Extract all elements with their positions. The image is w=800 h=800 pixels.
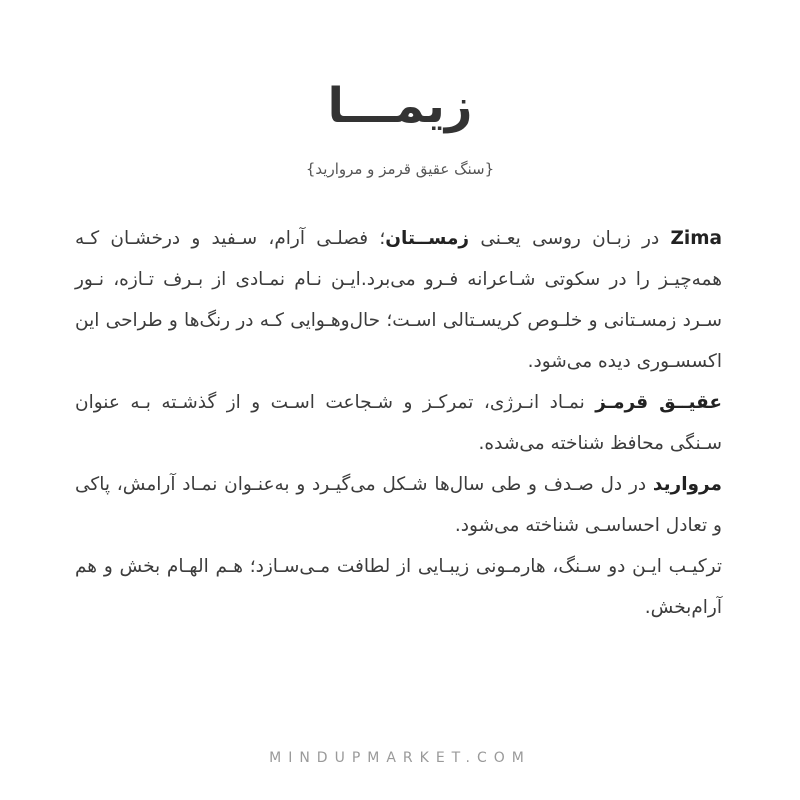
paragraph-zima-text-a: در زبـان روسی یعـنی [469, 228, 671, 249]
bold-word-pearl: مروارید [652, 474, 722, 495]
paragraph-carnelian-text: نمـاد انـرژی، تمرکـز و شـجاعت اسـت و از گذشـته بـه عنوان سـنگی محافظ شناخته می‌شده. [75, 392, 722, 454]
bold-word-winter: زمســتان [385, 228, 470, 249]
paragraph-zima-text-b: ؛ فصلـی آرام، سـفید و درخشـان کـه همه‌چیـز را در سکوتی شـاعرانه فـرو می‌برد.ایـن نـام نمـادی از بـرف تـازه، نـور سـرد زمسـتانی و خلـوص کریسـتالی اسـت؛ حال‌وهـوایی کـه در رنگ‌ها و طراحی این اکسسـوری دیده می‌شود. [75, 228, 722, 372]
paragraph-combination [75, 546, 722, 628]
page-subtitle: {سنگ عقیق قرمز و مروارید} [305, 160, 495, 178]
paragraph-pearl [75, 464, 722, 546]
bold-word-carnelian: عقیــق قرمـز [595, 392, 722, 413]
paragraph-pearl-text: در دل صـدف و طی سال‌ها شـکل می‌گیـرد و به‌عنـوان نمـاد آرامش، پاکی و تعادل احساسـی شناخته می‌شود. [75, 474, 722, 536]
paragraph-combination-text: ترکیـب ایـن دو سـنگ، هارمـونی زیبـایی از لطافت مـی‌سـازد؛ هـم الهـام بخش و هم آرام‌بخش. [75, 556, 722, 618]
paragraph-zima [75, 218, 722, 382]
paragraph-carnelian [75, 382, 722, 464]
body-text [75, 218, 722, 628]
footer-website: MINDUPMARKET.COM [269, 750, 531, 766]
page-title: زیمـــا [327, 78, 473, 134]
latin-word-zima: Zima [670, 228, 722, 249]
